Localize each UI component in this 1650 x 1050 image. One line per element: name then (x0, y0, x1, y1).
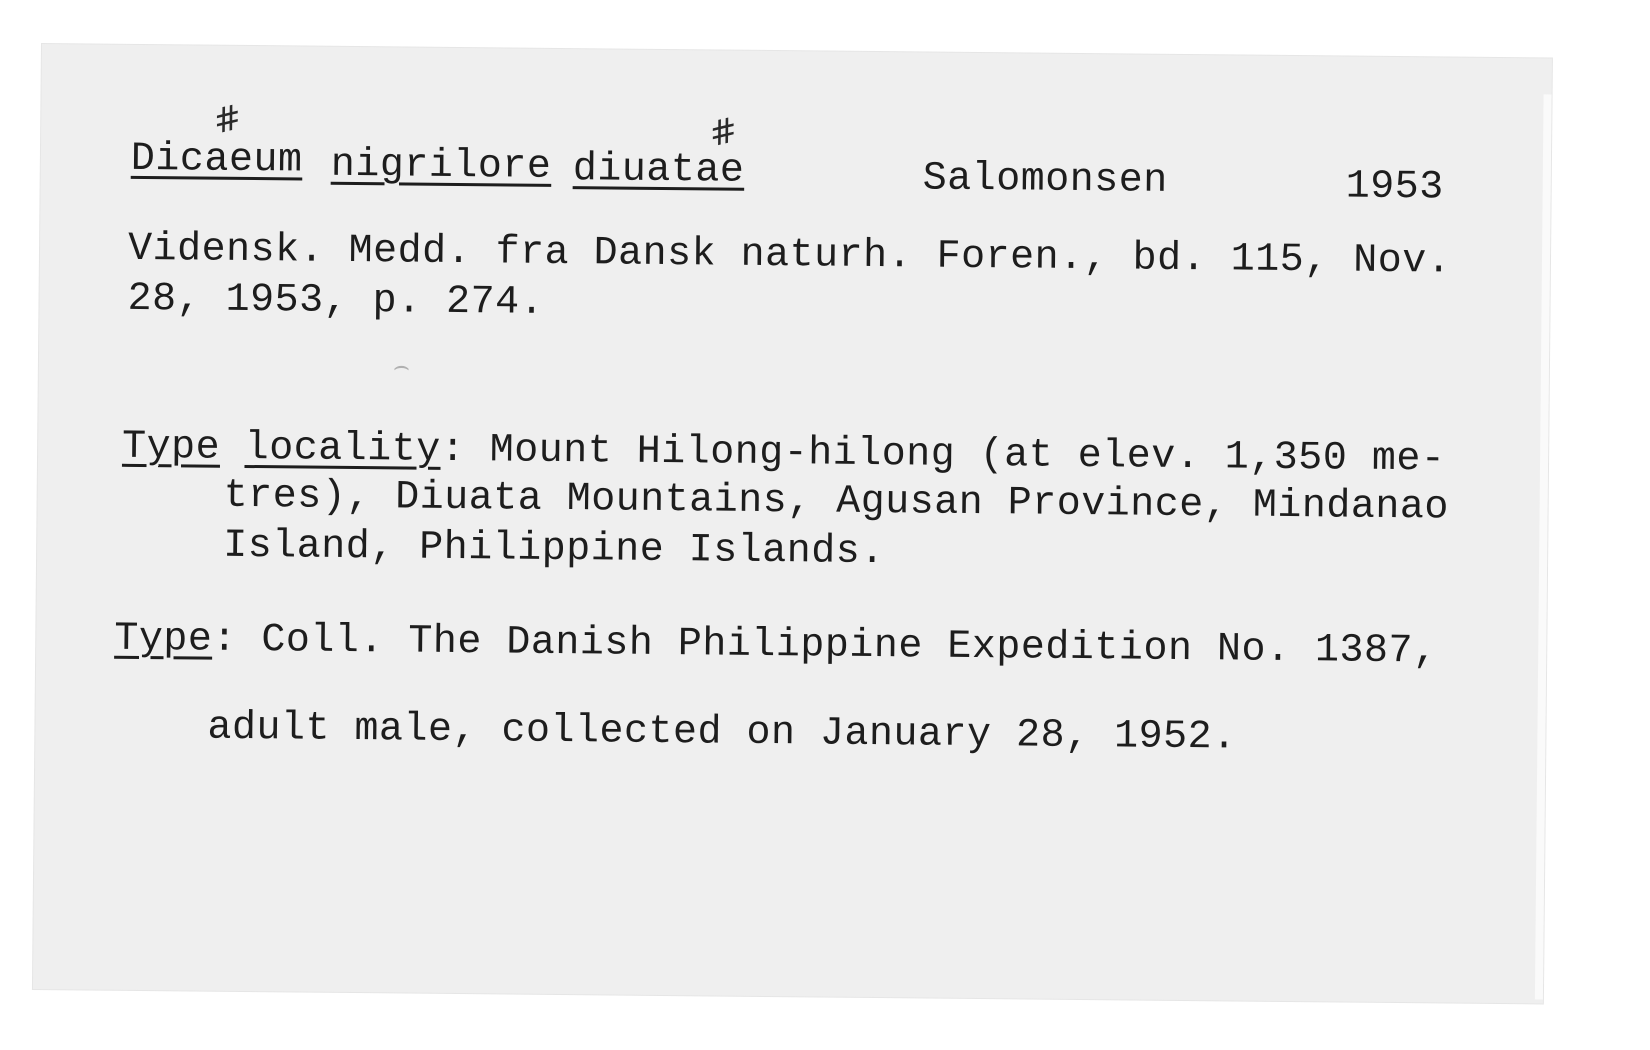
species-name: nigrilore (330, 142, 552, 190)
type-locality-text-1: : Mount Hilong-hilong (at elev. 1,350 me- (440, 427, 1446, 483)
citation-line-2: 28, 1953, p. 274. (127, 276, 545, 326)
genus-name: Dicaeum (130, 136, 303, 184)
type-locality-line-3: Island, Philippine Islands. (222, 523, 885, 576)
index-card (33, 44, 1552, 1003)
year: 1953 (1345, 164, 1444, 211)
citation-line-1: Vidensk. Medd. fra Dansk naturh. Foren., bd. 115, Nov. (127, 226, 1452, 285)
type-line-1 (114, 617, 1438, 675)
type-locality-line-2: tres), Diuata Mountains, Agusan Province, Mindanao (223, 473, 1450, 531)
genus-mark: # (209, 97, 247, 143)
type-line-2: adult male, collected on January 28, 1952. (207, 705, 1237, 761)
type-text-1: : Coll. The Danish Philippine Expedition No. 1387, (212, 617, 1438, 675)
subspecies-mark: # (704, 109, 742, 156)
type-locality-label-b: locality (244, 425, 441, 473)
subspecies-name: diuatae (572, 147, 745, 194)
author-name: Salomonsen (922, 156, 1168, 204)
stray-mark: ⌢ (392, 351, 411, 382)
type-locality-label-a: Type (121, 424, 221, 471)
type-label: Type (114, 616, 213, 663)
